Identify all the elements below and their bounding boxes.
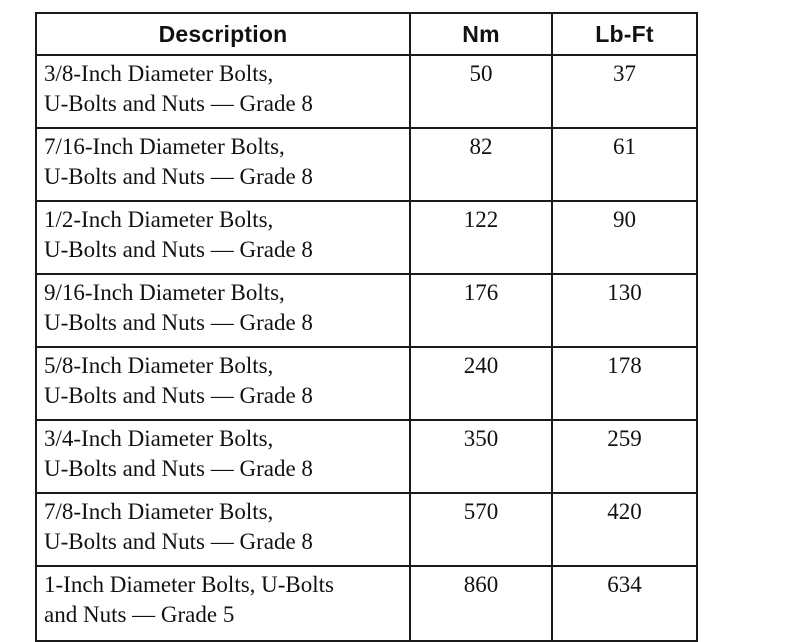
description-cell bbox=[36, 274, 410, 347]
table-row bbox=[36, 201, 697, 274]
description-line-1: 3/8-Inch Diameter Bolts, bbox=[44, 61, 274, 86]
description-line-2: U-Bolts and Nuts — Grade 8 bbox=[44, 164, 313, 189]
description-line-1: 1-Inch Diameter Bolts, U-Bolts bbox=[44, 572, 335, 597]
table-row bbox=[36, 566, 697, 641]
lbft-value: 178 bbox=[552, 347, 697, 420]
description-line-1: 1/2-Inch Diameter Bolts, bbox=[44, 207, 274, 232]
nm-value: 860 bbox=[410, 566, 552, 641]
lbft-value: 90 bbox=[552, 201, 697, 274]
description-line-1: 7/16-Inch Diameter Bolts, bbox=[44, 134, 285, 159]
description-line-1: 5/8-Inch Diameter Bolts, bbox=[44, 353, 274, 378]
lbft-value: 420 bbox=[552, 493, 697, 566]
column-header-lbft: Lb-Ft bbox=[552, 13, 697, 55]
description-line-2: U-Bolts and Nuts — Grade 8 bbox=[44, 529, 313, 554]
lbft-value: 634 bbox=[552, 566, 697, 641]
description-cell bbox=[36, 55, 410, 128]
description-line-2: U-Bolts and Nuts — Grade 8 bbox=[44, 456, 313, 481]
nm-value: 350 bbox=[410, 420, 552, 493]
table-body bbox=[36, 55, 697, 641]
nm-value: 122 bbox=[410, 201, 552, 274]
description-cell bbox=[36, 128, 410, 201]
table-row bbox=[36, 347, 697, 420]
description-cell bbox=[36, 566, 410, 641]
description-line-1: 3/4-Inch Diameter Bolts, bbox=[44, 426, 274, 451]
description-line-1: 7/8-Inch Diameter Bolts, bbox=[44, 499, 274, 524]
description-line-2: U-Bolts and Nuts — Grade 8 bbox=[44, 310, 313, 335]
table-row bbox=[36, 420, 697, 493]
lbft-value: 130 bbox=[552, 274, 697, 347]
table-row bbox=[36, 274, 697, 347]
column-header-nm: Nm bbox=[410, 13, 552, 55]
description-cell bbox=[36, 493, 410, 566]
nm-value: 240 bbox=[410, 347, 552, 420]
nm-value: 176 bbox=[410, 274, 552, 347]
description-line-1: 9/16-Inch Diameter Bolts, bbox=[44, 280, 285, 305]
torque-specifications-table-container bbox=[35, 12, 696, 642]
nm-value: 570 bbox=[410, 493, 552, 566]
table-row bbox=[36, 493, 697, 566]
description-cell bbox=[36, 420, 410, 493]
description-line-2: U-Bolts and Nuts — Grade 8 bbox=[44, 237, 313, 262]
description-line-2: and Nuts — Grade 5 bbox=[44, 602, 235, 627]
lbft-value: 259 bbox=[552, 420, 697, 493]
description-line-2: U-Bolts and Nuts — Grade 8 bbox=[44, 383, 313, 408]
torque-specifications-table bbox=[35, 12, 698, 642]
table-row bbox=[36, 55, 697, 128]
header-row bbox=[36, 13, 697, 55]
nm-value: 82 bbox=[410, 128, 552, 201]
description-cell bbox=[36, 201, 410, 274]
lbft-value: 37 bbox=[552, 55, 697, 128]
column-header-description: Description bbox=[36, 13, 410, 55]
table-row bbox=[36, 128, 697, 201]
nm-value: 50 bbox=[410, 55, 552, 128]
description-cell bbox=[36, 347, 410, 420]
description-line-2: U-Bolts and Nuts — Grade 8 bbox=[44, 91, 313, 116]
lbft-value: 61 bbox=[552, 128, 697, 201]
table-header bbox=[36, 13, 697, 55]
